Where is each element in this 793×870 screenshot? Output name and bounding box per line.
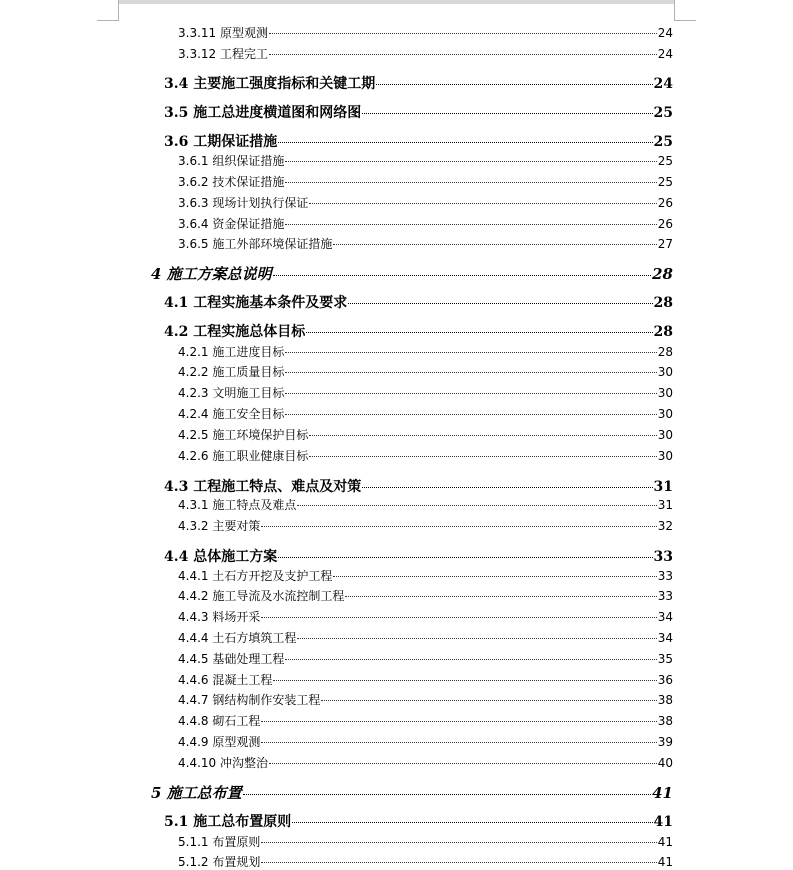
toc-entry-title: 施工特点及难点 [212, 498, 297, 512]
corner-mark-right [674, 20, 696, 21]
toc-page-number: 31 [653, 479, 673, 495]
toc-entry-title: 组织保证措施 [212, 154, 285, 168]
toc-entry-label [178, 384, 284, 401]
toc-page-number: 35 [657, 652, 673, 666]
toc-page-number: 28 [653, 295, 673, 311]
toc-leader-dots [333, 576, 656, 577]
toc-entry-number: 4.4.5 [178, 652, 209, 666]
toc-entry-label [178, 712, 260, 729]
toc-entry-number: 4.2.1 [178, 345, 209, 359]
toc-entry-label [178, 173, 284, 190]
toc-entry-title: 原型观测 [212, 735, 261, 749]
toc-entry-title: 施工安全目标 [212, 407, 285, 421]
toc-entry-label [178, 733, 260, 750]
toc-entry[interactable] [178, 671, 673, 688]
toc-entry-label [178, 215, 284, 232]
toc-entry[interactable] [178, 650, 673, 667]
toc-entry-number: 3.6 [164, 134, 189, 150]
toc-entry-label [164, 546, 277, 566]
toc-page-number: 30 [657, 386, 673, 400]
toc-entry-number: 4.4.10 [178, 756, 217, 770]
toc-entry-number: 4.2.3 [178, 386, 209, 400]
toc-entry-title: 钢结构制作安装工程 [212, 693, 321, 707]
toc-entry[interactable] [178, 45, 673, 62]
toc-entry[interactable] [178, 712, 673, 729]
toc-entry-title: 资金保证措施 [212, 217, 285, 231]
toc-leader-dots [306, 332, 652, 333]
toc-leader-dots [285, 414, 656, 415]
toc-entry-label [164, 321, 305, 341]
toc-entry[interactable] [178, 426, 673, 443]
toc-entry-label [178, 447, 308, 464]
toc-leader-dots [273, 275, 651, 276]
toc-entry-number: 4 [151, 265, 162, 283]
toc-entry-label [178, 517, 260, 534]
toc-entry[interactable] [178, 235, 673, 252]
toc-leader-dots [309, 456, 656, 457]
toc-entry[interactable] [178, 629, 673, 646]
toc-entry-number: 3.3.11 [178, 26, 217, 40]
toc-page-number: 32 [657, 519, 673, 533]
toc-leader-dots [261, 617, 656, 618]
toc-entry-number: 4.4.6 [178, 673, 209, 687]
toc-leader-dots [269, 763, 657, 764]
toc-entry-label [164, 102, 361, 122]
toc-leader-dots [285, 182, 656, 183]
toc-entry[interactable] [178, 447, 673, 464]
toc-entry-title: 施工总布置原则 [193, 814, 292, 830]
toc-entry-number: 5.1.1 [178, 835, 209, 849]
toc-entry-label [151, 263, 272, 284]
toc-page-number: 41 [657, 855, 673, 869]
toc-entry[interactable] [164, 102, 673, 122]
toc-page-number: 25 [657, 154, 673, 168]
toc-entry-number: 4.2 [164, 324, 189, 340]
toc-leader-dots [261, 742, 656, 743]
toc-entry-title: 冲沟整治 [220, 756, 269, 770]
toc-page-number: 24 [657, 26, 673, 40]
toc-entry-label [178, 691, 320, 708]
toc-entry-number: 4.4.3 [178, 610, 209, 624]
toc-leader-dots [348, 303, 652, 304]
toc-leader-dots [292, 822, 652, 823]
toc-entry-number: 4.3.2 [178, 519, 209, 533]
toc-page-number: 41 [657, 835, 673, 849]
toc-entry[interactable] [178, 405, 673, 422]
toc-entry-number: 4.2.5 [178, 428, 209, 442]
toc-entry-number: 4.4.1 [178, 569, 209, 583]
toc-entry-label [164, 476, 361, 496]
toc-leader-dots [261, 862, 656, 863]
toc-entry-title: 混凝土工程 [212, 673, 273, 687]
toc-entry[interactable] [178, 608, 673, 625]
toc-leader-dots [285, 393, 656, 394]
toc-entry-title: 原型观测 [220, 26, 269, 40]
toc-entry-number: 5.1.2 [178, 855, 209, 869]
corner-mark-right [674, 0, 675, 21]
toc-entry-title: 施工质量目标 [212, 365, 285, 379]
toc-entry-number: 3.4 [164, 76, 189, 92]
toc-entry[interactable] [178, 733, 673, 750]
toc-entry[interactable] [178, 343, 673, 360]
toc-entry-title: 总体施工方案 [193, 549, 278, 565]
toc-entry-number: 4.3 [164, 479, 189, 495]
toc-entry-label [178, 671, 272, 688]
toc-entry-label [178, 363, 284, 380]
toc-entry-number: 3.6.4 [178, 217, 209, 231]
toc-entry-label [178, 608, 260, 625]
toc-page-number: 34 [657, 631, 673, 645]
toc-entry-number: 4.2.6 [178, 449, 209, 463]
toc-leader-dots [273, 680, 656, 681]
toc-leader-dots [362, 487, 652, 488]
toc-entry-label [178, 45, 268, 62]
corner-mark-left [118, 0, 119, 21]
toc-entry[interactable] [178, 215, 673, 232]
toc-entry-label [178, 629, 296, 646]
toc-entry-label [178, 754, 268, 771]
toc-leader-dots [285, 161, 656, 162]
toc-entry-title: 工期保证措施 [193, 134, 278, 150]
toc-entry-label [178, 567, 332, 584]
toc-entry[interactable] [178, 384, 673, 401]
toc-leader-dots [261, 526, 656, 527]
toc-entry-title: 施工外部环境保证措施 [212, 237, 333, 251]
toc-entry-label [178, 853, 260, 870]
toc-page-number: 28 [653, 324, 673, 340]
toc-entry[interactable] [164, 292, 673, 312]
toc-entry-label [164, 292, 347, 312]
toc-entry-number: 3.6.3 [178, 196, 209, 210]
toc-entry-number: 4.2.4 [178, 407, 209, 421]
toc-entry[interactable] [178, 517, 673, 534]
toc-page-number: 38 [657, 714, 673, 728]
toc-entry-title: 料场开采 [212, 610, 261, 624]
toc-entry[interactable] [178, 194, 673, 211]
toc-entry-number: 3.6.5 [178, 237, 209, 251]
toc-entry[interactable] [178, 24, 673, 41]
toc-entry[interactable] [151, 263, 673, 284]
toc-entry-title: 现场计划执行保证 [212, 196, 309, 210]
toc-entry-title: 施工环境保护目标 [212, 428, 309, 442]
toc-page-number: 26 [657, 217, 673, 231]
toc-entry-title: 文明施工目标 [212, 386, 285, 400]
toc-entry[interactable] [178, 754, 673, 771]
toc-page-number: 26 [657, 196, 673, 210]
toc-entry-number: 3.5 [164, 105, 189, 121]
toc-entry[interactable] [178, 587, 673, 604]
toc-entry[interactable] [178, 152, 673, 169]
toc-leader-dots [278, 557, 652, 558]
toc-leader-dots [309, 435, 656, 436]
toc-entry-title: 基础处理工程 [212, 652, 285, 666]
toc-leader-dots [309, 203, 656, 204]
toc-leader-dots [269, 54, 657, 55]
toc-leader-dots [285, 224, 656, 225]
toc-entry-label [178, 24, 268, 41]
toc-entry-title: 工程完工 [220, 47, 269, 61]
toc-entry-title: 布置原则 [212, 835, 261, 849]
toc-page-number: 41 [652, 784, 673, 802]
toc-entry[interactable] [178, 691, 673, 708]
page-top-edge [119, 0, 674, 4]
toc-entry-title: 土石方填筑工程 [212, 631, 297, 645]
toc-page-number: 33 [657, 589, 673, 603]
toc-page-number: 25 [657, 175, 673, 189]
toc-entry-label [178, 194, 308, 211]
toc-entry-label [178, 235, 332, 252]
toc-entry[interactable] [164, 811, 673, 831]
corner-mark-left [97, 20, 119, 21]
toc-entry-number: 3.3.12 [178, 47, 217, 61]
toc-page-number: 28 [652, 265, 673, 283]
toc-entry[interactable] [151, 782, 673, 803]
toc-entry-title: 主要施工强度指标和关键工期 [193, 76, 376, 92]
toc-entry-label [178, 426, 308, 443]
toc-leader-dots [362, 113, 652, 114]
toc-entry-label [178, 833, 260, 850]
toc-entry-label [164, 73, 375, 93]
toc-page-number: 30 [657, 449, 673, 463]
toc-page-number: 38 [657, 693, 673, 707]
toc-entry[interactable] [178, 833, 673, 850]
toc-page-number: 24 [657, 47, 673, 61]
toc-page-number: 39 [657, 735, 673, 749]
toc-page-number: 40 [657, 756, 673, 770]
toc-entry[interactable] [164, 476, 673, 496]
toc-page-number: 30 [657, 365, 673, 379]
toc-entry-label [178, 343, 284, 360]
toc-leader-dots [333, 244, 656, 245]
toc-leader-dots [285, 372, 656, 373]
toc-entry[interactable] [164, 73, 673, 93]
toc-entry-title: 施工方案总说明 [166, 265, 272, 283]
toc-entry-title: 砌石工程 [212, 714, 261, 728]
toc-entry-number: 3.6.1 [178, 154, 209, 168]
toc-leader-dots [269, 33, 657, 34]
toc-leader-dots [297, 505, 656, 506]
toc-entry[interactable] [178, 173, 673, 190]
toc-entry-title: 施工总布置 [166, 784, 242, 802]
toc-leader-dots [285, 352, 656, 353]
toc-page-number: 25 [653, 134, 673, 150]
toc-leader-dots [345, 596, 656, 597]
toc-page-number: 30 [657, 407, 673, 421]
toc-entry-number: 5 [151, 784, 162, 802]
toc-page-number: 33 [657, 569, 673, 583]
toc-page-number: 34 [657, 610, 673, 624]
toc-page-number: 25 [653, 105, 673, 121]
toc-entry-number: 4.4.7 [178, 693, 209, 707]
toc-leader-dots [261, 721, 656, 722]
toc-entry-label [178, 152, 284, 169]
toc-entry[interactable] [164, 321, 673, 341]
toc-leader-dots [376, 84, 652, 85]
toc-entry-number: 4.4.4 [178, 631, 209, 645]
toc-entry-title: 布置规划 [212, 855, 261, 869]
toc-leader-dots [297, 638, 656, 639]
toc-entry-number: 4.2.2 [178, 365, 209, 379]
toc-entry-label [151, 782, 242, 803]
toc-entry-number: 4.3.1 [178, 498, 209, 512]
toc-page-number: 36 [657, 673, 673, 687]
toc-entry-title: 土石方开挖及支护工程 [212, 569, 333, 583]
toc-page-number: 24 [653, 76, 673, 92]
toc-entry-title: 施工进度目标 [212, 345, 285, 359]
toc-leader-dots [278, 142, 652, 143]
toc-entry[interactable] [178, 363, 673, 380]
toc-entry[interactable] [178, 496, 673, 513]
toc-entry-title: 工程实施基本条件及要求 [193, 295, 348, 311]
toc-entry-number: 3.6.2 [178, 175, 209, 189]
toc-entry-title: 施工导流及水流控制工程 [212, 589, 345, 603]
toc-page-number: 27 [657, 237, 673, 251]
toc-entry-title: 工程实施总体目标 [193, 324, 306, 340]
toc-entry-title: 技术保证措施 [212, 175, 285, 189]
toc-entry-title: 施工总进度横道图和网络图 [193, 105, 362, 121]
toc-entry-label [178, 496, 296, 513]
toc-page-number: 33 [653, 549, 673, 565]
toc-leader-dots [261, 842, 656, 843]
toc-leader-dots [243, 794, 651, 795]
toc-entry-label [164, 131, 277, 151]
toc-entry-number: 4.4.8 [178, 714, 209, 728]
toc-entry-number: 4.4 [164, 549, 189, 565]
toc-page-number: 30 [657, 428, 673, 442]
toc-entry-number: 4.4.2 [178, 589, 209, 603]
toc-entry-number: 4.1 [164, 295, 189, 311]
toc-entry-number: 5.1 [164, 814, 189, 830]
toc-entry-label [178, 650, 284, 667]
toc-entry-label [178, 405, 284, 422]
toc-entry-title: 工程施工特点、难点及对策 [193, 479, 362, 495]
toc-entry-label [164, 811, 291, 831]
toc-entry-label [178, 587, 344, 604]
toc-entry[interactable] [178, 853, 673, 870]
toc-page-number: 41 [653, 814, 673, 830]
toc-page-number: 31 [657, 498, 673, 512]
toc-page-number: 28 [657, 345, 673, 359]
toc-leader-dots [285, 659, 656, 660]
toc-entry[interactable] [164, 131, 673, 151]
toc-entry-number: 4.4.9 [178, 735, 209, 749]
toc-entry[interactable] [178, 567, 673, 584]
toc-entry[interactable] [164, 546, 673, 566]
toc-leader-dots [321, 700, 656, 701]
toc-entry-title: 施工职业健康目标 [212, 449, 309, 463]
toc-entry-title: 主要对策 [212, 519, 261, 533]
